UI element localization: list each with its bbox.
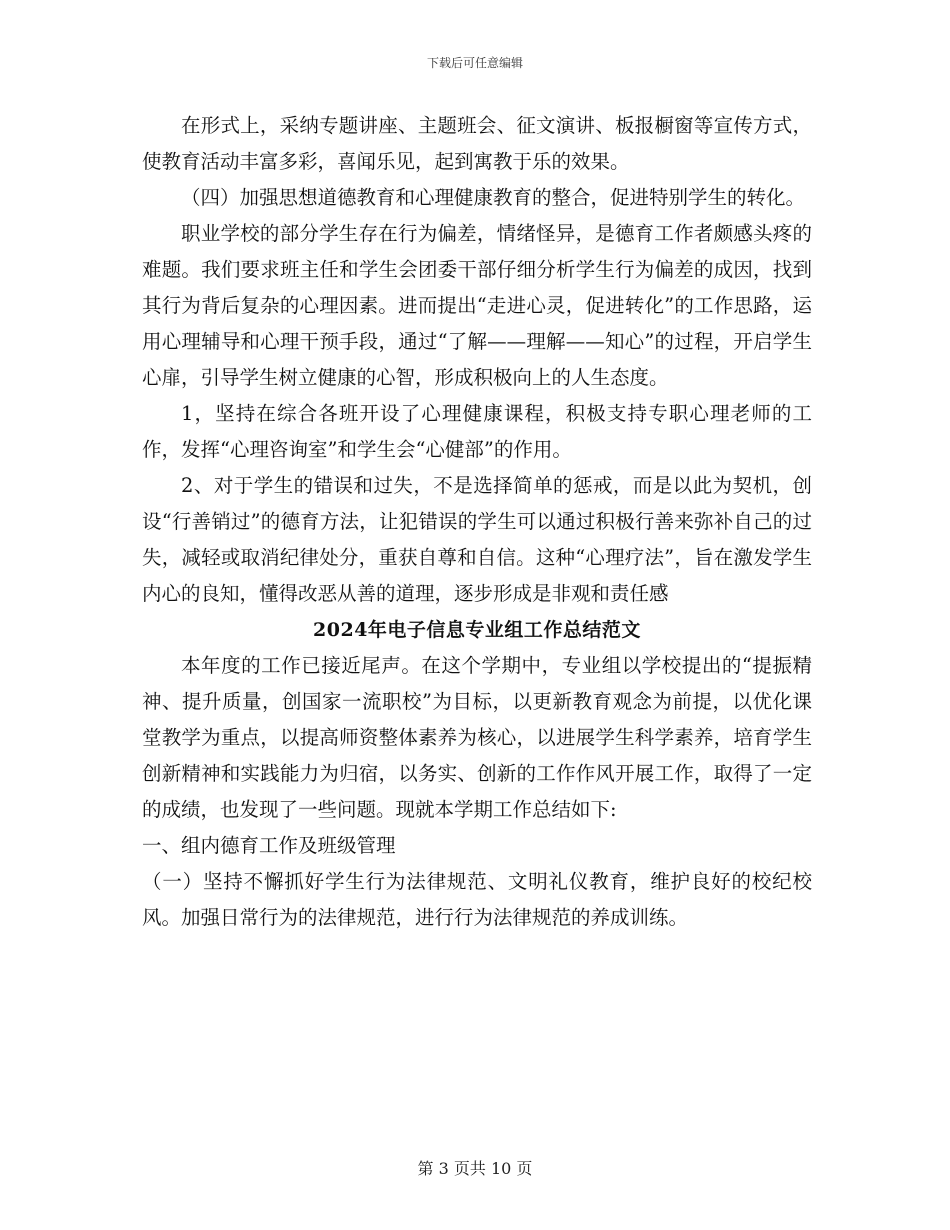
paragraph: 在形式上，采纳专题讲座、主题班会、征文演讲、板报橱窗等宣传方式，使教育活动丰富多彩，喜闻乐见，起到寓教于乐的效果。 <box>142 114 812 173</box>
paragraph: 本年度的工作已接近尾声。在这个学期中，专业组以学校提出的“提振精神、提升质量，创国家一流职校”为目标，以更新教育观念为前提，以优化课堂教学为重点，以提高师资整体素养为核心，以进展学生科学素养，培育学生创新精神和实践能力为归宿，以务实、创新的工作作风开展工作，取得了一定的成绩，也发现了一些问题。现就本学期工作总结如下: <box>142 654 812 821</box>
paragraph: 职业学校的部分学生存在行为偏差，情绪怪异，是德育工作者颇感头疼的难题。我们要求班主任和学生会团委干部仔细分析学生行为偏差的成因，找到其行为背后复杂的心理因素。进而提出“走进心灵，促进转化”的工作思路，运用心理辅导和心理干预手段，通过“了解——理解——知心”的过程，开启学生心扉，引导学生树立健康的心智，形成积极向上的人生态度。 <box>142 222 812 389</box>
section-heading: 一、组内德育工作及班级管理 <box>142 834 396 857</box>
paragraph: （一）坚持不懈抓好学生行为法律规范、文明礼仪教育，维护良好的校纪校风。加强日常行为的法律规范，进行行为法律规范的养成训练。 <box>142 870 812 929</box>
page-header: 下载后可任意编辑 <box>426 56 523 70</box>
document-title: 2024年电子信息专业组工作总结范文 <box>313 619 641 641</box>
section-heading: （四）加强思想道德教育和心理健康教育的整合，促进特别学生的转化。 <box>181 186 806 209</box>
page-footer: 第 3 页共 10 页 <box>417 1159 533 1178</box>
list-item: 2、对于学生的错误和过失，不是选择简单的惩戒，而是以此为契机，创设“行善销过”的德育方法，让犯错误的学生可以通过积极行善来弥补自己的过失，减轻或取消纪律处分，重获自尊和自信。这种“心理疗法”，旨在激发学生内心的良知，懂得改恶从善的道理，逐步形成是非观和责任感 <box>142 474 812 605</box>
document-body <box>142 108 812 936</box>
list-item: 1，坚持在综合各班开设了心理健康课程，积极支持专职心理老师的工作，发挥“心理咨询室”和学生会“心健部”的作用。 <box>142 402 812 461</box>
